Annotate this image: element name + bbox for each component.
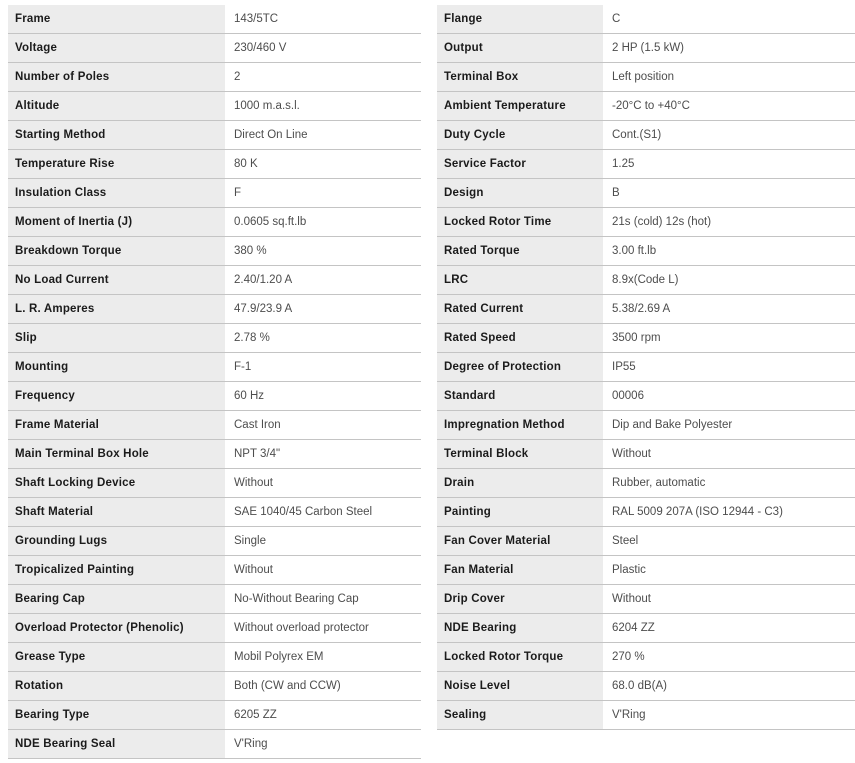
spec-value: 6204 ZZ [612,622,655,634]
table-row [437,266,855,295]
spec-label: Shaft Material [8,498,225,526]
spec-value: Steel [612,535,639,547]
spec-label: Painting [437,498,603,526]
spec-label: Design [437,179,603,207]
table-row [8,440,421,469]
spec-value: Both (CW and CCW) [234,680,341,692]
table-row [8,150,421,179]
spec-value: 0.0605 sq.ft.lb [234,216,307,228]
table-row [8,614,421,643]
spec-value: 80 K [234,158,258,170]
spec-label: Terminal Box [437,63,603,91]
spec-value: 00006 [612,390,644,402]
table-row [8,92,421,121]
table-row [8,469,421,498]
spec-value: 3500 rpm [612,332,661,344]
spec-label: Moment of Inertia (J) [8,208,225,236]
spec-value: Rubber, automatic [612,477,706,489]
table-row [437,498,855,527]
spec-label: Voltage [8,34,225,62]
spec-table-right [437,5,855,730]
table-row [8,5,421,34]
spec-value: C [612,13,621,25]
table-row [437,295,855,324]
table-row [8,382,421,411]
spec-label: NDE Bearing [437,614,603,642]
table-row [8,672,421,701]
table-row [8,585,421,614]
spec-value: NPT 3/4" [234,448,281,460]
spec-label: Main Terminal Box Hole [8,440,225,468]
spec-label: Mounting [8,353,225,381]
table-row [8,643,421,672]
spec-label: Flange [437,5,603,33]
spec-value: Direct On Line [234,129,308,141]
spec-label: Terminal Block [437,440,603,468]
table-row [8,498,421,527]
spec-value: 2.40/1.20 A [234,274,293,286]
spec-table-left [8,5,421,759]
table-row [8,179,421,208]
spec-label: Grease Type [8,643,225,671]
spec-value: V'Ring [234,738,268,750]
table-row [437,34,855,63]
table-row [8,353,421,382]
spec-label: Output [437,34,603,62]
table-row [437,672,855,701]
spec-value: 47.9/23.9 A [234,303,293,315]
spec-value: 68.0 dB(A) [612,680,667,692]
spec-value: Without [234,564,273,576]
table-row [437,614,855,643]
spec-label: Insulation Class [8,179,225,207]
spec-value: 270 % [612,651,645,663]
spec-label: Tropicalized Painting [8,556,225,584]
table-row [437,556,855,585]
spec-value: V'Ring [612,709,646,721]
spec-label: Bearing Cap [8,585,225,613]
table-row [8,237,421,266]
spec-value: RAL 5009 207A (ISO 12944 - C3) [612,506,783,518]
spec-value: Mobil Polyrex EM [234,651,324,663]
table-row [8,324,421,353]
spec-value: 1.25 [612,158,635,170]
table-row [437,121,855,150]
table-row [437,585,855,614]
table-row [437,208,855,237]
table-row [437,324,855,353]
spec-label: Rated Current [437,295,603,323]
table-row [437,63,855,92]
spec-label: Impregnation Method [437,411,603,439]
table-row [8,556,421,585]
spec-label: Shaft Locking Device [8,469,225,497]
table-row [437,643,855,672]
spec-label: Fan Cover Material [437,527,603,555]
table-row [437,382,855,411]
spec-label: Fan Material [437,556,603,584]
spec-label: Starting Method [8,121,225,149]
spec-label: Degree of Protection [437,353,603,381]
spec-label: NDE Bearing Seal [8,730,225,758]
spec-label: Slip [8,324,225,352]
spec-label: Rated Speed [437,324,603,352]
spec-value: Single [234,535,266,547]
spec-value: SAE 1040/45 Carbon Steel [234,506,373,518]
table-row [437,469,855,498]
spec-label: Altitude [8,92,225,120]
spec-label: Duty Cycle [437,121,603,149]
spec-label: Temperature Rise [8,150,225,178]
spec-label: L. R. Amperes [8,295,225,323]
spec-label: Breakdown Torque [8,237,225,265]
spec-label: Frequency [8,382,225,410]
table-row [437,92,855,121]
table-row [8,208,421,237]
spec-value: Dip and Bake Polyester [612,419,733,431]
spec-value: Left position [612,71,675,83]
spec-label: Service Factor [437,150,603,178]
spec-value: Without [612,448,651,460]
spec-value: IP55 [612,361,636,373]
spec-label: Overload Protector (Phenolic) [8,614,225,642]
table-row [8,527,421,556]
spec-value: B [612,187,620,199]
spec-label: Rated Torque [437,237,603,265]
spec-value: 5.38/2.69 A [612,303,671,315]
spec-value: No-Without Bearing Cap [234,593,359,605]
table-row [437,5,855,34]
table-row [437,150,855,179]
spec-value: 2 [234,71,241,83]
table-row [437,179,855,208]
spec-value: 3.00 ft.lb [612,245,657,257]
spec-value: Cast Iron [234,419,281,431]
spec-label: No Load Current [8,266,225,294]
spec-value: 6205 ZZ [234,709,277,721]
spec-label: LRC [437,266,603,294]
spec-value: F-1 [234,361,252,373]
table-row [437,440,855,469]
spec-value: 143/5TC [234,13,279,25]
spec-value: Without overload protector [234,622,369,634]
table-row [8,411,421,440]
spec-value: 230/460 V [234,42,287,54]
spec-value: 8.9x(Code L) [612,274,679,286]
spec-value: 2 HP (1.5 kW) [612,42,684,54]
spec-label: Drain [437,469,603,497]
spec-label: Bearing Type [8,701,225,729]
spec-label: Grounding Lugs [8,527,225,555]
table-row [437,701,855,730]
spec-value: 380 % [234,245,267,257]
table-row [8,63,421,92]
spec-label: Rotation [8,672,225,700]
spec-value: 60 Hz [234,390,265,402]
spec-label: Frame Material [8,411,225,439]
spec-value: Without [612,593,651,605]
spec-value: 1000 m.a.s.l. [234,100,300,112]
table-row [8,730,421,759]
table-row [437,353,855,382]
spec-label: Locked Rotor Time [437,208,603,236]
table-row [8,34,421,63]
spec-label: Ambient Temperature [437,92,603,120]
spec-label: Drip Cover [437,585,603,613]
table-row [8,701,421,730]
spec-value: 2.78 % [234,332,270,344]
spec-value: -20°C to +40°C [612,100,690,112]
spec-label: Locked Rotor Torque [437,643,603,671]
table-row [437,411,855,440]
table-row [437,527,855,556]
spec-label: Sealing [437,701,603,729]
spec-label: Frame [8,5,225,33]
spec-label: Standard [437,382,603,410]
table-row [8,295,421,324]
spec-value: Without [234,477,273,489]
spec-value: 21s (cold) 12s (hot) [612,216,712,228]
spec-value: F [234,187,242,199]
spec-label: Number of Poles [8,63,225,91]
spec-label: Noise Level [437,672,603,700]
spec-value: Cont.(S1) [612,129,662,141]
table-row [437,237,855,266]
table-row [8,121,421,150]
table-row [8,266,421,295]
spec-value: Plastic [612,564,646,576]
